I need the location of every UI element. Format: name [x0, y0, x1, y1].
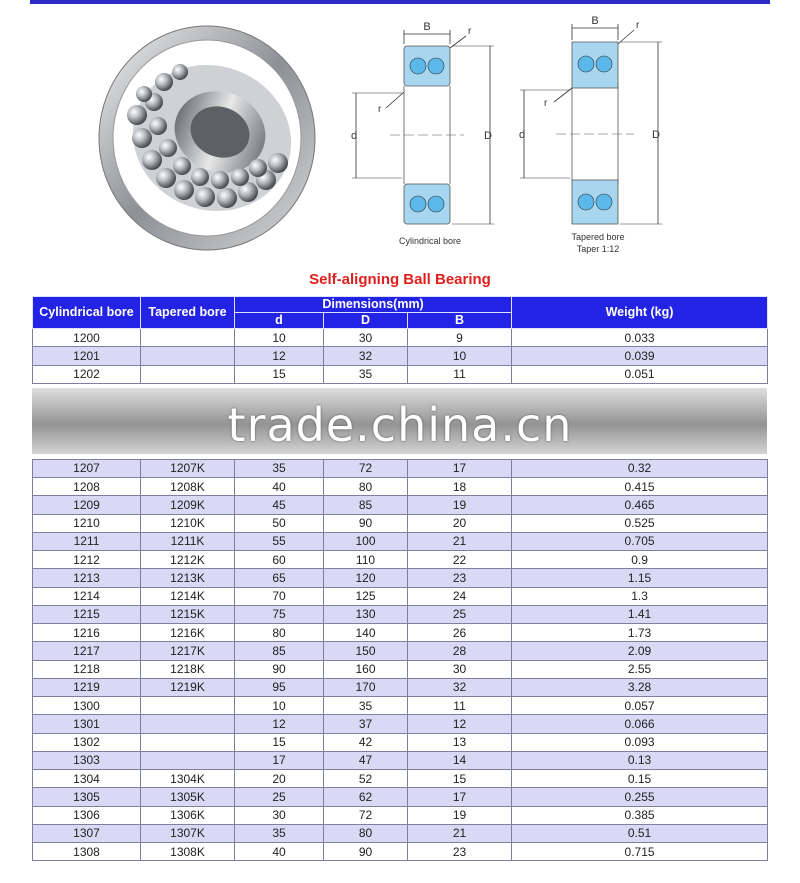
cell-tapered-bore: 1305K [141, 788, 235, 806]
cell-cylindrical-bore: 1216 [33, 624, 141, 642]
cell-d: 85 [235, 642, 324, 660]
cell-weight: 0.715 [512, 843, 768, 861]
cell-outer-d: 37 [324, 715, 408, 733]
cell-tapered-bore: 1210K [141, 514, 235, 532]
cell-d: 95 [235, 678, 324, 696]
cell-d: 75 [235, 605, 324, 623]
cell-d: 12 [235, 715, 324, 733]
cell-b: 11 [408, 697, 512, 715]
cell-weight: 0.033 [512, 329, 768, 347]
cell-tapered-bore: 1217K [141, 642, 235, 660]
table-body-bottom [33, 459, 768, 861]
cell-d: 20 [235, 770, 324, 788]
cell-b: 13 [408, 733, 512, 751]
table-row [33, 770, 768, 788]
cell-outer-d: 30 [324, 329, 408, 347]
table-row [33, 329, 768, 347]
cylindrical-bore-diagram [340, 8, 510, 258]
table-body-top [33, 329, 768, 384]
table-row [33, 587, 768, 605]
top-rule [30, 0, 770, 4]
cell-cylindrical-bore: 1217 [33, 642, 141, 660]
cell-weight: 2.55 [512, 660, 768, 678]
cell-tapered-bore: 1215K [141, 605, 235, 623]
cell-cylindrical-bore: 1305 [33, 788, 141, 806]
cell-tapered-bore: 1307K [141, 824, 235, 842]
table-row [33, 788, 768, 806]
cell-b: 24 [408, 587, 512, 605]
cell-cylindrical-bore: 1214 [33, 587, 141, 605]
table-row [33, 551, 768, 569]
cell-tapered-bore: 1214K [141, 587, 235, 605]
cell-outer-d: 120 [324, 569, 408, 587]
table-row [33, 478, 768, 496]
cell-tapered-bore: 1208K [141, 478, 235, 496]
table-row [33, 806, 768, 824]
cell-cylindrical-bore: 1308 [33, 843, 141, 861]
cell-outer-d: 47 [324, 751, 408, 769]
cell-outer-d: 80 [324, 478, 408, 496]
cylindrical-caption: Cylindrical bore [398, 236, 462, 246]
cell-b: 14 [408, 751, 512, 769]
cell-weight: 0.465 [512, 496, 768, 514]
cell-b: 11 [408, 365, 512, 383]
cell-d: 80 [235, 624, 324, 642]
header-weight: Weight (kg) [512, 297, 768, 329]
cell-tapered-bore: 1304K [141, 770, 235, 788]
table-row [33, 642, 768, 660]
outer-label: D [484, 130, 492, 142]
header-tapered-bore: Tapered bore [141, 297, 235, 329]
cell-weight: 0.415 [512, 478, 768, 496]
cell-outer-d: 42 [324, 733, 408, 751]
cell-d: 45 [235, 496, 324, 514]
cell-outer-d: 72 [324, 459, 408, 477]
cell-tapered-bore: 1207K [141, 459, 235, 477]
cell-d: 90 [235, 660, 324, 678]
cell-cylindrical-bore: 1215 [33, 605, 141, 623]
cell-outer-d: 72 [324, 806, 408, 824]
cell-cylindrical-bore: 1207 [33, 459, 141, 477]
cell-outer-d: 125 [324, 587, 408, 605]
header-b: B [408, 313, 512, 329]
tapered-outer-label: D [652, 129, 660, 141]
cell-cylindrical-bore: 1202 [33, 365, 141, 383]
cell-b: 30 [408, 660, 512, 678]
radius-label-top: r [468, 26, 472, 37]
table-row [33, 660, 768, 678]
cell-cylindrical-bore: 1210 [33, 514, 141, 532]
cell-d: 30 [235, 806, 324, 824]
cell-weight: 0.525 [512, 514, 768, 532]
table-row [33, 843, 768, 861]
cell-outer-d: 52 [324, 770, 408, 788]
cell-d: 65 [235, 569, 324, 587]
table-row [33, 532, 768, 550]
cell-b: 32 [408, 678, 512, 696]
cell-cylindrical-bore: 1301 [33, 715, 141, 733]
cell-weight: 1.15 [512, 569, 768, 587]
tapered-caption: Tapered bore [571, 232, 625, 242]
cell-tapered-bore: 1216K [141, 624, 235, 642]
cell-d: 17 [235, 751, 324, 769]
width-label: B [423, 21, 431, 33]
cell-weight: 0.51 [512, 824, 768, 842]
watermark: trade.china.cn [227, 398, 573, 452]
cell-b: 23 [408, 843, 512, 861]
cell-d: 15 [235, 733, 324, 751]
cell-cylindrical-bore: 1211 [33, 532, 141, 550]
table-row [33, 697, 768, 715]
cell-weight: 0.051 [512, 365, 768, 383]
cell-weight: 3.28 [512, 678, 768, 696]
cell-weight: 1.41 [512, 605, 768, 623]
cell-tapered-bore: 1213K [141, 569, 235, 587]
table-row [33, 347, 768, 365]
cell-weight: 0.255 [512, 788, 768, 806]
table-row [33, 569, 768, 587]
cell-b: 28 [408, 642, 512, 660]
cell-d: 40 [235, 843, 324, 861]
cell-cylindrical-bore: 1208 [33, 478, 141, 496]
cell-outer-d: 140 [324, 624, 408, 642]
cell-tapered-bore: 1219K [141, 678, 235, 696]
tapered-bore-label: d [518, 129, 526, 141]
cell-outer-d: 170 [324, 678, 408, 696]
header-outer-d: D [324, 313, 408, 329]
cell-tapered-bore [141, 329, 235, 347]
cell-outer-d: 160 [324, 660, 408, 678]
cell-tapered-bore: 1209K [141, 496, 235, 514]
cell-d: 12 [235, 347, 324, 365]
cell-weight: 2.09 [512, 642, 768, 660]
cell-d: 40 [235, 478, 324, 496]
cell-b: 12 [408, 715, 512, 733]
table-row [33, 624, 768, 642]
cell-b: 19 [408, 496, 512, 514]
cell-b: 15 [408, 770, 512, 788]
cell-d: 50 [235, 514, 324, 532]
cell-weight: 0.039 [512, 347, 768, 365]
cell-weight: 0.385 [512, 806, 768, 824]
table-row [33, 496, 768, 514]
cell-tapered-bore: 1306K [141, 806, 235, 824]
header-cylindrical-bore: Cylindrical bore [33, 297, 141, 329]
cell-weight: 0.15 [512, 770, 768, 788]
cell-outer-d: 90 [324, 843, 408, 861]
cell-outer-d: 85 [324, 496, 408, 514]
radius-label-bore: r [378, 104, 382, 115]
cell-weight: 0.066 [512, 715, 768, 733]
cell-d: 10 [235, 697, 324, 715]
cell-weight: 0.093 [512, 733, 768, 751]
cell-b: 10 [408, 347, 512, 365]
cell-b: 21 [408, 824, 512, 842]
cell-d: 35 [235, 824, 324, 842]
cell-outer-d: 90 [324, 514, 408, 532]
table-row [33, 824, 768, 842]
cell-b: 19 [408, 806, 512, 824]
cell-b: 17 [408, 788, 512, 806]
taper-ratio-caption: Taper 1:12 [576, 244, 620, 254]
tapered-bore-diagram [510, 8, 680, 263]
cell-cylindrical-bore: 1304 [33, 770, 141, 788]
table-row [33, 514, 768, 532]
cell-cylindrical-bore: 1218 [33, 660, 141, 678]
header-dimensions: Dimensions(mm) [235, 297, 512, 313]
table-row [33, 459, 768, 477]
tapered-radius-label-bore: r [544, 98, 548, 109]
cell-d: 25 [235, 788, 324, 806]
cell-b: 18 [408, 478, 512, 496]
cell-d: 35 [235, 459, 324, 477]
cell-tapered-bore [141, 715, 235, 733]
table-row [33, 715, 768, 733]
cell-tapered-bore [141, 751, 235, 769]
table-row [33, 605, 768, 623]
cell-outer-d: 100 [324, 532, 408, 550]
tapered-width-label: B [591, 15, 599, 27]
cell-d: 70 [235, 587, 324, 605]
cell-outer-d: 62 [324, 788, 408, 806]
cell-d: 60 [235, 551, 324, 569]
cell-weight: 0.705 [512, 532, 768, 550]
cell-b: 25 [408, 605, 512, 623]
cell-b: 23 [408, 569, 512, 587]
bore-label: d [350, 130, 358, 142]
cell-d: 55 [235, 532, 324, 550]
cell-b: 21 [408, 532, 512, 550]
table-row [33, 365, 768, 383]
cell-outer-d: 150 [324, 642, 408, 660]
cell-cylindrical-bore: 1219 [33, 678, 141, 696]
cell-cylindrical-bore: 1213 [33, 569, 141, 587]
cell-outer-d: 32 [324, 347, 408, 365]
cell-tapered-bore: 1211K [141, 532, 235, 550]
bearing-photo [92, 20, 322, 255]
cell-b: 9 [408, 329, 512, 347]
cell-cylindrical-bore: 1300 [33, 697, 141, 715]
cell-cylindrical-bore: 1200 [33, 329, 141, 347]
table-row [33, 678, 768, 696]
cell-tapered-bore [141, 733, 235, 751]
cell-b: 22 [408, 551, 512, 569]
cell-tapered-bore [141, 697, 235, 715]
cell-b: 17 [408, 459, 512, 477]
cell-tapered-bore: 1308K [141, 843, 235, 861]
bearing-spec-table [32, 296, 768, 861]
cell-d: 10 [235, 329, 324, 347]
cell-b: 26 [408, 624, 512, 642]
cell-outer-d: 130 [324, 605, 408, 623]
cell-weight: 1.3 [512, 587, 768, 605]
cell-weight: 0.057 [512, 697, 768, 715]
cell-outer-d: 110 [324, 551, 408, 569]
cell-tapered-bore [141, 365, 235, 383]
cell-tapered-bore [141, 347, 235, 365]
cell-cylindrical-bore: 1212 [33, 551, 141, 569]
cell-outer-d: 35 [324, 697, 408, 715]
cell-cylindrical-bore: 1302 [33, 733, 141, 751]
cell-cylindrical-bore: 1303 [33, 751, 141, 769]
cell-outer-d: 80 [324, 824, 408, 842]
cell-cylindrical-bore: 1209 [33, 496, 141, 514]
table-row [33, 733, 768, 751]
cell-outer-d: 35 [324, 365, 408, 383]
cell-cylindrical-bore: 1307 [33, 824, 141, 842]
cell-b: 20 [408, 514, 512, 532]
cell-weight: 0.13 [512, 751, 768, 769]
cell-cylindrical-bore: 1306 [33, 806, 141, 824]
cell-d: 15 [235, 365, 324, 383]
cell-weight: 1.73 [512, 624, 768, 642]
cell-tapered-bore: 1218K [141, 660, 235, 678]
table-row [33, 751, 768, 769]
header-d: d [235, 313, 324, 329]
cell-tapered-bore: 1212K [141, 551, 235, 569]
cell-weight: 0.32 [512, 459, 768, 477]
tapered-radius-label-top: r [636, 20, 640, 31]
cell-cylindrical-bore: 1201 [33, 347, 141, 365]
cell-weight: 0.9 [512, 551, 768, 569]
page-title: Self-aligning Ball Bearing [309, 271, 491, 288]
